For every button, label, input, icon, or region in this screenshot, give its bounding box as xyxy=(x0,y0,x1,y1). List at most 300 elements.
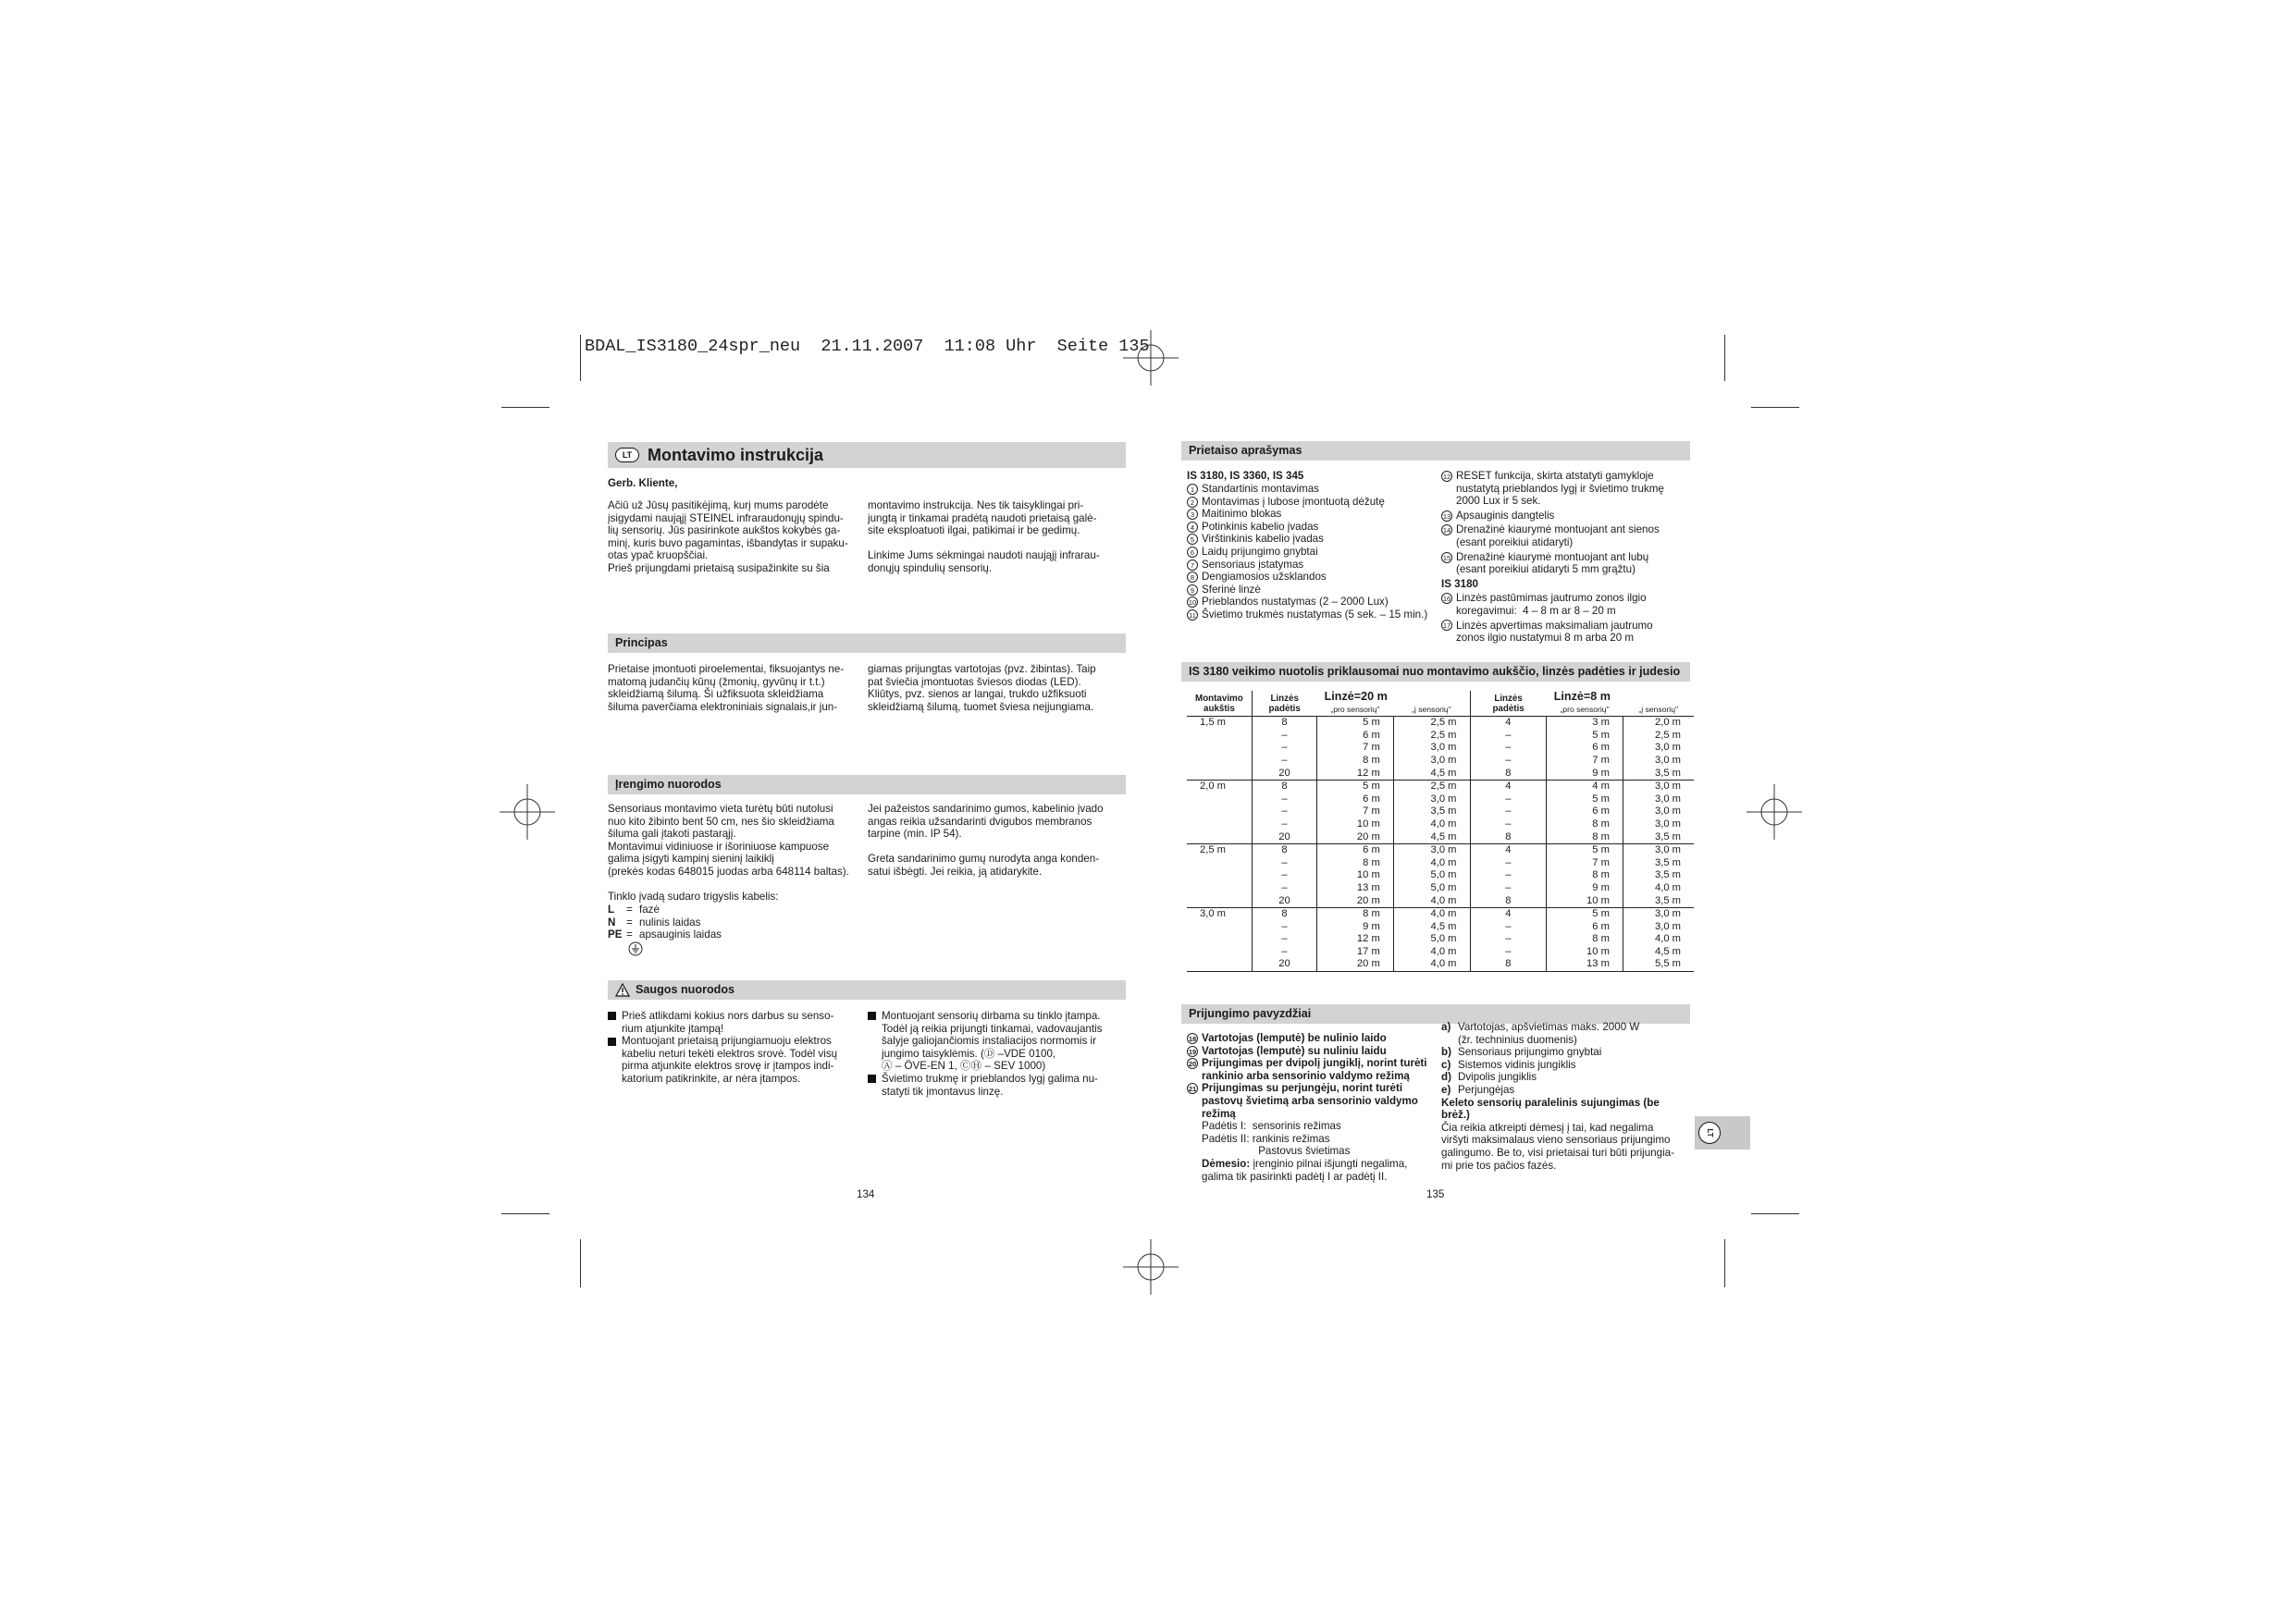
language-side-tab xyxy=(1695,1116,1750,1150)
number-circle-icon: 14 xyxy=(1442,526,1451,535)
table-cell: 3,0 m xyxy=(1623,781,1694,793)
legend-item xyxy=(1441,1046,1674,1059)
range-table xyxy=(1187,691,1694,972)
table-cell: 4,0 m xyxy=(1623,933,1694,946)
table-row xyxy=(1187,831,1694,844)
table-cell: – xyxy=(1281,933,1288,945)
table-cell: 2,5 m xyxy=(1393,781,1470,793)
number-circle-icon: 21 xyxy=(1188,1085,1197,1094)
table-cell: – xyxy=(1505,793,1512,805)
number-circle-icon: 20 xyxy=(1188,1060,1197,1069)
wire-desc: apsauginis laidas xyxy=(639,928,722,941)
table-cell: 4,0 m xyxy=(1393,946,1470,959)
height-cell xyxy=(1187,895,1252,908)
number-circle-icon: 4 xyxy=(1187,522,1198,533)
conn-label: Prijungimas per dvipolį jungiklį, norint turėti xyxy=(1202,1057,1427,1070)
table-cell: 3,0 m xyxy=(1623,844,1694,857)
text-line: Linkime Jums sėkmingai naudoti naująjį infrarau- xyxy=(868,549,1100,562)
part-label: Sensoriaus įstatymas xyxy=(1202,558,1304,571)
conn-label: rankinio arba sensorinio valdymo režimą xyxy=(1202,1069,1410,1082)
part-label: zonos ilgio nustatymui 8 m arba 20 m xyxy=(1456,632,1635,645)
text-line: minį, kuris buvo pagamintas, išbandytas ir supaku- xyxy=(608,536,848,549)
bullet-square-icon xyxy=(608,1012,616,1020)
saugos-col-2 xyxy=(868,1010,1102,1098)
table-cell: 8 xyxy=(1505,830,1512,842)
table-cell: 8 xyxy=(1252,908,1316,921)
part-label: Sferinė linzė xyxy=(1202,583,1261,596)
header-lens-pos: Linzės padėtis xyxy=(1268,693,1301,714)
table-cell: 7 m xyxy=(1547,857,1623,870)
number-circle-icon: 11 xyxy=(1187,609,1198,621)
part-item xyxy=(1441,470,1664,508)
table-cell: 12 m xyxy=(1317,768,1394,781)
height-cell: 2,0 m xyxy=(1187,781,1252,793)
table-row xyxy=(1187,921,1694,934)
mode-line: Pastovus švietimas xyxy=(1202,1145,1351,1158)
table-cell: 13 m xyxy=(1547,958,1623,971)
text-line: galima įsigyti kampinį sieninį laikiklį xyxy=(608,853,774,866)
table-row xyxy=(1187,742,1694,755)
table-cell: 2,5 m xyxy=(1393,717,1470,730)
table-cell: 4,5 m xyxy=(1393,831,1470,844)
legend-text: Sistemos vidinis jungiklis xyxy=(1458,1058,1576,1071)
attention-note xyxy=(1187,1158,1427,1171)
table-cell: 4,5 m xyxy=(1623,946,1694,959)
table-cell: – xyxy=(1281,856,1288,868)
text-line: Montavimui vidiniuose ir išoriniuose kampuose xyxy=(608,840,830,853)
number-circle-icon: 9 xyxy=(1187,584,1198,596)
table-cell: 10 m xyxy=(1547,895,1623,908)
table-cell: – xyxy=(1505,729,1512,741)
table-cell: 2,5 m xyxy=(1623,730,1694,743)
wire-eq: = xyxy=(626,904,633,916)
number-circle-icon: 7 xyxy=(1187,559,1198,571)
table-cell: 5 m xyxy=(1547,844,1623,857)
conn-label: Vartotojas (lemputė) be nulinio laido xyxy=(1202,1032,1387,1044)
text-line: Greta sandarinimo gumų nurodyta anga konden- xyxy=(868,853,1100,866)
height-cell xyxy=(1187,742,1252,755)
legend-key: e) xyxy=(1441,1083,1451,1096)
table-cell: 7 m xyxy=(1317,805,1394,818)
table-cell: 4,0 m xyxy=(1393,895,1470,908)
page-number-left: 134 xyxy=(857,1188,875,1200)
text-line: Prieš prijungdami prietaisą susipažinkite su šia xyxy=(608,561,830,574)
table-cell: 12 m xyxy=(1317,933,1394,946)
table-cell: 5,0 m xyxy=(1393,882,1470,895)
table-cell: 3,0 m xyxy=(1623,755,1694,768)
table-row xyxy=(1187,882,1694,895)
table-cell: 4 m xyxy=(1547,781,1623,793)
table-cell: 5,5 m xyxy=(1623,958,1694,971)
text-line: (prekės kodas 648015 juodas arba 648114 baltas). xyxy=(608,865,849,878)
table-row xyxy=(1187,857,1694,870)
table-cell: 6 m xyxy=(1317,793,1394,806)
part-label: Prieblandos nustatymas (2 – 2000 Lux) xyxy=(1202,596,1389,609)
table-cell: 10 m xyxy=(1547,946,1623,959)
part-item xyxy=(1187,596,1427,609)
table-cell: 6 m xyxy=(1317,730,1394,743)
text-line xyxy=(868,841,1104,854)
legend-item xyxy=(1441,1071,1674,1084)
greeting: Gerb. Kliente, xyxy=(608,477,678,489)
text-line: jungtą ir tinkamai pradėtą naudoti prietaisą galė- xyxy=(868,511,1097,524)
table-row xyxy=(1187,895,1694,908)
height-cell xyxy=(1187,793,1252,806)
table-row xyxy=(1187,781,1694,793)
parts-list-2 xyxy=(1441,470,1664,645)
text-line: Montuojant prietaisą prijungiamuoju elektros xyxy=(622,1035,832,1048)
legend-text: Perjungėjas xyxy=(1458,1083,1515,1096)
irengimo-col-2 xyxy=(868,803,1104,879)
conn-item xyxy=(1187,1032,1427,1045)
conn-label: Prijungimas su perjungėju, norint turėti xyxy=(1202,1082,1403,1095)
attention-text: įrenginio pilnai išjungti negalima, xyxy=(1253,1157,1408,1170)
table-row xyxy=(1187,793,1694,806)
table-cell: 6 m xyxy=(1547,805,1623,818)
header-lens-pos-2: Linzės padėtis xyxy=(1470,691,1547,717)
table-cell: 4 xyxy=(1470,908,1547,921)
text-line: Prieš atlikdami kokius nors darbus su senso- xyxy=(622,1010,834,1022)
table-cell: 4 xyxy=(1470,717,1547,730)
wire-code: L xyxy=(608,904,615,916)
wire-desc: fazė xyxy=(639,904,660,916)
registration-mark-left xyxy=(500,784,555,840)
part-label: Drenažinė kiaurymė montuojant ant sienos xyxy=(1456,523,1660,536)
header-to: „į sensorių" xyxy=(1412,704,1451,714)
part-item xyxy=(1187,571,1427,584)
models-label: IS 3180, IS 3360, IS 345 xyxy=(1187,470,1304,482)
part-label: Linzės pastūmimas jautrumo zonos ilgio xyxy=(1456,592,1647,605)
table-cell: 8 xyxy=(1252,844,1316,857)
table-cell: 3,5 m xyxy=(1393,805,1470,818)
legend-key: a) xyxy=(1441,1021,1451,1033)
part-item xyxy=(1187,533,1427,546)
table-cell: 4,5 m xyxy=(1393,768,1470,781)
wire-item-n xyxy=(608,916,722,929)
table-cell: – xyxy=(1281,742,1288,754)
number-circle-icon: 19 xyxy=(1188,1047,1197,1056)
table-cell: 6 m xyxy=(1547,921,1623,934)
table-row xyxy=(1187,946,1694,959)
number-circle-icon: 15 xyxy=(1442,553,1451,562)
table-row xyxy=(1187,805,1694,818)
header-to-2: „į sensorių" xyxy=(1638,704,1679,714)
table-cell: 2,0 m xyxy=(1623,717,1694,730)
part-label: Standartinis montavimas xyxy=(1202,483,1319,495)
mode-line: Padėtis I: sensorinis režimas xyxy=(1202,1120,1341,1133)
parallel-text: galingumo. Be to, visi prietaisai turi būti prijungia- xyxy=(1441,1146,1674,1159)
registration-mark-bottom xyxy=(1123,1239,1179,1295)
cable-intro: Tinklo įvadą sudaro trigyslis kabelis: xyxy=(608,891,779,903)
parts-list-1 xyxy=(1187,483,1427,621)
table-cell: 20 m xyxy=(1317,958,1394,971)
table-cell: – xyxy=(1281,920,1288,932)
table-cell: 4,0 m xyxy=(1393,818,1470,831)
table-cell: 13 m xyxy=(1317,882,1394,895)
table-cell: 3,0 m xyxy=(1393,742,1470,755)
table-cell: 4,0 m xyxy=(1393,857,1470,870)
table-cell: 5,0 m xyxy=(1393,869,1470,882)
height-cell xyxy=(1187,946,1252,959)
table-row xyxy=(1187,958,1694,971)
table-row xyxy=(1187,844,1694,857)
text-line: Montuojant sensorių dirbama su tinklo įtampa. xyxy=(882,1010,1101,1022)
section-header-principas: Principas xyxy=(608,633,1126,653)
table-cell: 4,0 m xyxy=(1393,958,1470,971)
legend-key: b) xyxy=(1441,1046,1451,1059)
table-row xyxy=(1187,768,1694,781)
table-cell: 3,0 m xyxy=(1393,755,1470,768)
text-line: pat šviečia įmontuotas šviesos diodas (LED). xyxy=(868,675,1081,688)
part-label: Apsauginis dangtelis xyxy=(1456,509,1555,522)
wire-item-pe xyxy=(608,928,722,968)
table-cell: 8 xyxy=(1470,958,1547,971)
bullet-square-icon xyxy=(868,1075,876,1083)
section-header-aprasymas: Prietaiso aprašymas xyxy=(1181,441,1690,461)
table-cell: – xyxy=(1281,729,1288,741)
legend-key: c) xyxy=(1441,1058,1451,1071)
table-cell: – xyxy=(1505,742,1512,754)
number-circle-icon: 5 xyxy=(1187,534,1198,545)
legend-text: Dvipolis jungiklis xyxy=(1458,1071,1537,1084)
text-line: giamas prijungtas vartotojas (pvz. žibintas). Taip xyxy=(868,663,1096,675)
number-circle-icon: 8 xyxy=(1187,572,1198,583)
number-circle-icon: 10 xyxy=(1188,598,1197,608)
table-cell: 9 m xyxy=(1547,768,1623,781)
legend-text: Sensoriaus prijungimo gnybtai xyxy=(1458,1046,1602,1059)
conn-item xyxy=(1187,1045,1427,1058)
warning-icon xyxy=(615,983,630,997)
table-cell: 8 m xyxy=(1317,908,1394,921)
attention-label: Dėmesio: xyxy=(1202,1157,1251,1170)
language-badge-side: LT xyxy=(1698,1122,1721,1144)
number-circle-icon: 18 xyxy=(1188,1034,1197,1043)
text-line: kabeliu neturi tekėti elektros srovė. Todėl visų xyxy=(622,1047,838,1060)
bullet-square-icon xyxy=(608,1038,616,1046)
text-line: pirma atjunkite elektros srovę ir įtampos indi- xyxy=(622,1060,834,1073)
table-row xyxy=(1187,933,1694,946)
table-cell: 8 m xyxy=(1547,933,1623,946)
table-cell: 4 xyxy=(1470,844,1547,857)
table-cell: – xyxy=(1281,945,1288,957)
intro-col-2 xyxy=(868,499,1100,575)
table-cell: 8 xyxy=(1252,781,1316,793)
text-line: šiluma gali įtakoti pastarąjį. xyxy=(608,828,736,841)
text-line: šalyje galiojančiomis instaliacijos normomis ir xyxy=(882,1035,1096,1048)
table-cell: 8 m xyxy=(1317,755,1394,768)
part-item xyxy=(1187,483,1427,496)
text-line: Prietaise įmontuoti piroelementai, fiksuojantys ne- xyxy=(608,663,845,675)
table-cell: 4,0 m xyxy=(1393,908,1470,921)
part-item xyxy=(1441,523,1664,548)
bullet-item xyxy=(868,1073,1102,1098)
table-cell: 3,5 m xyxy=(1623,831,1694,844)
principas-col-1 xyxy=(608,663,844,713)
text-line: Kliūtys, pvz. sienos ar langai, trukdo užfiksuoti xyxy=(868,688,1087,701)
part-label: koregavimui: 4 – 8 m ar 8 – 20 m xyxy=(1456,604,1616,617)
conn-item xyxy=(1187,1082,1427,1120)
text-line: įsigydami naująjį STEINEL infraraudonųjų spindu- xyxy=(608,511,844,524)
section-header-range: IS 3180 veikimo nuotolis priklausomai nuo montavimo aukščio, linzės padėties ir judesio xyxy=(1181,662,1690,682)
table-cell: 5 m xyxy=(1547,908,1623,921)
bullet-item xyxy=(608,1035,837,1085)
table-cell: 8 m xyxy=(1317,857,1394,870)
part-item xyxy=(1441,592,1664,617)
part-item xyxy=(1441,551,1664,576)
section-header-irengimo: Įrengimo nuorodos xyxy=(608,775,1126,794)
part-item xyxy=(1441,510,1664,523)
part-label: Virštinkinis kabelio įvadas xyxy=(1202,533,1324,546)
header-pro-2: „pro sensorių" xyxy=(1560,704,1610,714)
table-cell: 3,5 m xyxy=(1623,768,1694,781)
height-cell xyxy=(1187,958,1252,971)
height-cell: 3,0 m xyxy=(1187,908,1252,921)
title-bar xyxy=(608,442,1126,468)
part-item xyxy=(1187,584,1427,596)
table-header-row xyxy=(1187,691,1694,704)
table-row xyxy=(1187,717,1694,730)
number-circle-icon: 6 xyxy=(1187,547,1198,558)
wire-desc: nulinis laidas xyxy=(639,916,701,928)
table-cell: 8 xyxy=(1505,767,1512,779)
legend-key: d) xyxy=(1441,1071,1451,1084)
table-cell: 3,0 m xyxy=(1623,818,1694,831)
table-cell: 8 m xyxy=(1547,831,1623,844)
conn-item xyxy=(1187,1057,1427,1082)
number-circle-icon: 12 xyxy=(1442,472,1451,481)
table-cell: 3,0 m xyxy=(1623,793,1694,806)
legend-text: (žr. techninius duomenis) xyxy=(1458,1033,1577,1046)
height-cell xyxy=(1187,882,1252,895)
saugos-title: Saugos nuorodos xyxy=(636,983,735,996)
print-slug: BDAL_IS3180_24spr_neu 21.11.2007 11:08 Uhr Seite 135 xyxy=(585,337,1150,356)
conn-label: režimą xyxy=(1202,1107,1236,1120)
intro-col-1 xyxy=(608,499,848,575)
height-cell xyxy=(1187,857,1252,870)
wire-item-l xyxy=(608,904,722,916)
text-line: statyti tik įmontavus linzę. xyxy=(882,1085,1004,1098)
part-item xyxy=(1187,521,1427,534)
height-cell xyxy=(1187,768,1252,781)
table-cell: 20 xyxy=(1278,767,1290,779)
bullet-item xyxy=(868,1010,1102,1073)
table-cell: – xyxy=(1505,869,1512,881)
number-circle-icon: 17 xyxy=(1442,621,1451,631)
table-cell: – xyxy=(1281,881,1288,893)
table-cell: 4,0 m xyxy=(1623,882,1694,895)
text-line: satui išbėgti. Jei reikia, ją atidarykite. xyxy=(868,865,1043,878)
height-cell xyxy=(1187,755,1252,768)
table-cell: 20 m xyxy=(1317,895,1394,908)
legend-item xyxy=(1441,1084,1674,1097)
height-cell: 2,5 m xyxy=(1187,844,1252,857)
wire-code: N xyxy=(608,916,616,928)
text-line: Ačiū už Jūsų pasitikėjimą, kurį mums parodėte xyxy=(608,499,829,511)
parallel-title: brėž.) xyxy=(1441,1109,1470,1122)
table-cell: 8 m xyxy=(1547,818,1623,831)
table-cell: 5 m xyxy=(1547,793,1623,806)
conn-label: Vartotojas (lemputė) su nuliniu laidu xyxy=(1202,1044,1387,1057)
height-cell xyxy=(1187,818,1252,831)
table-row xyxy=(1187,818,1694,831)
part-label: Linzės apvertimas maksimaliam jautrumo xyxy=(1456,619,1653,632)
part-label: 2000 Lux ir 5 sek. xyxy=(1456,495,1541,508)
text-line: Jei pažeistos sandarinimo gumos, kabelinio įvado xyxy=(868,803,1104,815)
registration-mark-right xyxy=(1747,784,1802,840)
table-cell: – xyxy=(1505,818,1512,830)
registration-mark-top xyxy=(1123,330,1179,386)
table-cell: 9 m xyxy=(1317,921,1394,934)
table-cell: – xyxy=(1505,945,1512,957)
table-cell: 5 m xyxy=(1547,730,1623,743)
number-circle-icon: 1 xyxy=(1187,484,1198,495)
wire-eq: = xyxy=(626,928,633,941)
part-item xyxy=(1187,559,1427,572)
wire-code: PE xyxy=(608,928,623,941)
text-line: skleidžiamą šilumą, tuomet šviesa neįjungiama. xyxy=(868,700,1094,713)
part-item xyxy=(1441,620,1664,645)
table-cell: – xyxy=(1505,933,1512,945)
text-line: tarpine (min. IP 54). xyxy=(868,828,962,841)
table-cell: 20 m xyxy=(1317,831,1394,844)
part-item xyxy=(1187,609,1427,621)
part-label: Drenažinė kiaurymė montuojant ant lubų xyxy=(1456,550,1649,563)
part-label: Montavimas į lubose įmontuotą dėžutę xyxy=(1202,495,1385,508)
table-cell: 20 xyxy=(1278,830,1290,842)
parallel-text: Čia reikia atkreipti dėmesį į tai, kad negalima xyxy=(1441,1121,1654,1134)
section-header-saugos xyxy=(608,980,1126,1000)
text-line: nuo kito žibinto bent 50 cm, nes šio skleidžiama xyxy=(608,815,834,828)
table-cell: 6 m xyxy=(1547,742,1623,755)
text-line: katorium patikrinkite, ar nėra įtampos. xyxy=(622,1072,801,1085)
table-cell: 3,5 m xyxy=(1623,857,1694,870)
table-cell: – xyxy=(1505,754,1512,766)
header-pro: „pro sensorių" xyxy=(1330,704,1380,714)
wire-eq: = xyxy=(626,916,633,928)
part-label: Dengiamosios užsklandos xyxy=(1202,571,1327,584)
conn-label: pastovų švietimą arba sensorinio valdymo xyxy=(1202,1094,1418,1107)
text-line: montavimo instrukcija. Nes tik taisyklingai pri- xyxy=(868,499,1084,511)
mode-line: Padėtis II: rankinis režimas xyxy=(1202,1132,1330,1145)
height-cell xyxy=(1187,869,1252,882)
table-cell: – xyxy=(1281,818,1288,830)
table-cell: 3,0 m xyxy=(1393,793,1470,806)
table-cell: 20 xyxy=(1252,958,1316,971)
table-cell: 4,5 m xyxy=(1393,921,1470,934)
text-line: Sensoriaus montavimo vieta turėtų būti nutolusi xyxy=(608,803,833,815)
table-cell: – xyxy=(1505,920,1512,932)
table-row xyxy=(1187,908,1694,921)
table-cell: 3,0 m xyxy=(1623,908,1694,921)
text-line: lių sensorių. Jūs pasirinkote aukštos kokybės ga- xyxy=(608,524,841,537)
language-badge: LT xyxy=(615,448,639,462)
table-row xyxy=(1187,869,1694,882)
table-cell: 8 xyxy=(1252,717,1316,730)
height-cell xyxy=(1187,933,1252,946)
table-cell: 3,5 m xyxy=(1623,869,1694,882)
part-label: nustatytą prieblandos lygį ir švietimo trukmę xyxy=(1456,482,1664,495)
table-cell: 17 m xyxy=(1317,946,1394,959)
part-label: RESET funkcija, skirta atstatyti gamykloje xyxy=(1456,470,1654,482)
legend-list xyxy=(1441,1021,1674,1172)
part-label: Laidų prijungimo gnybtai xyxy=(1202,545,1318,558)
text-line: rium atjunkite įtampą! xyxy=(622,1022,724,1035)
text-line: angas reikia užsandarinti dvigubos membranos xyxy=(868,815,1092,828)
table-cell: 9 m xyxy=(1547,882,1623,895)
wire-list xyxy=(608,904,722,968)
table-cell: 20 xyxy=(1278,894,1290,906)
part-label: Maitinimo blokas xyxy=(1202,508,1282,521)
